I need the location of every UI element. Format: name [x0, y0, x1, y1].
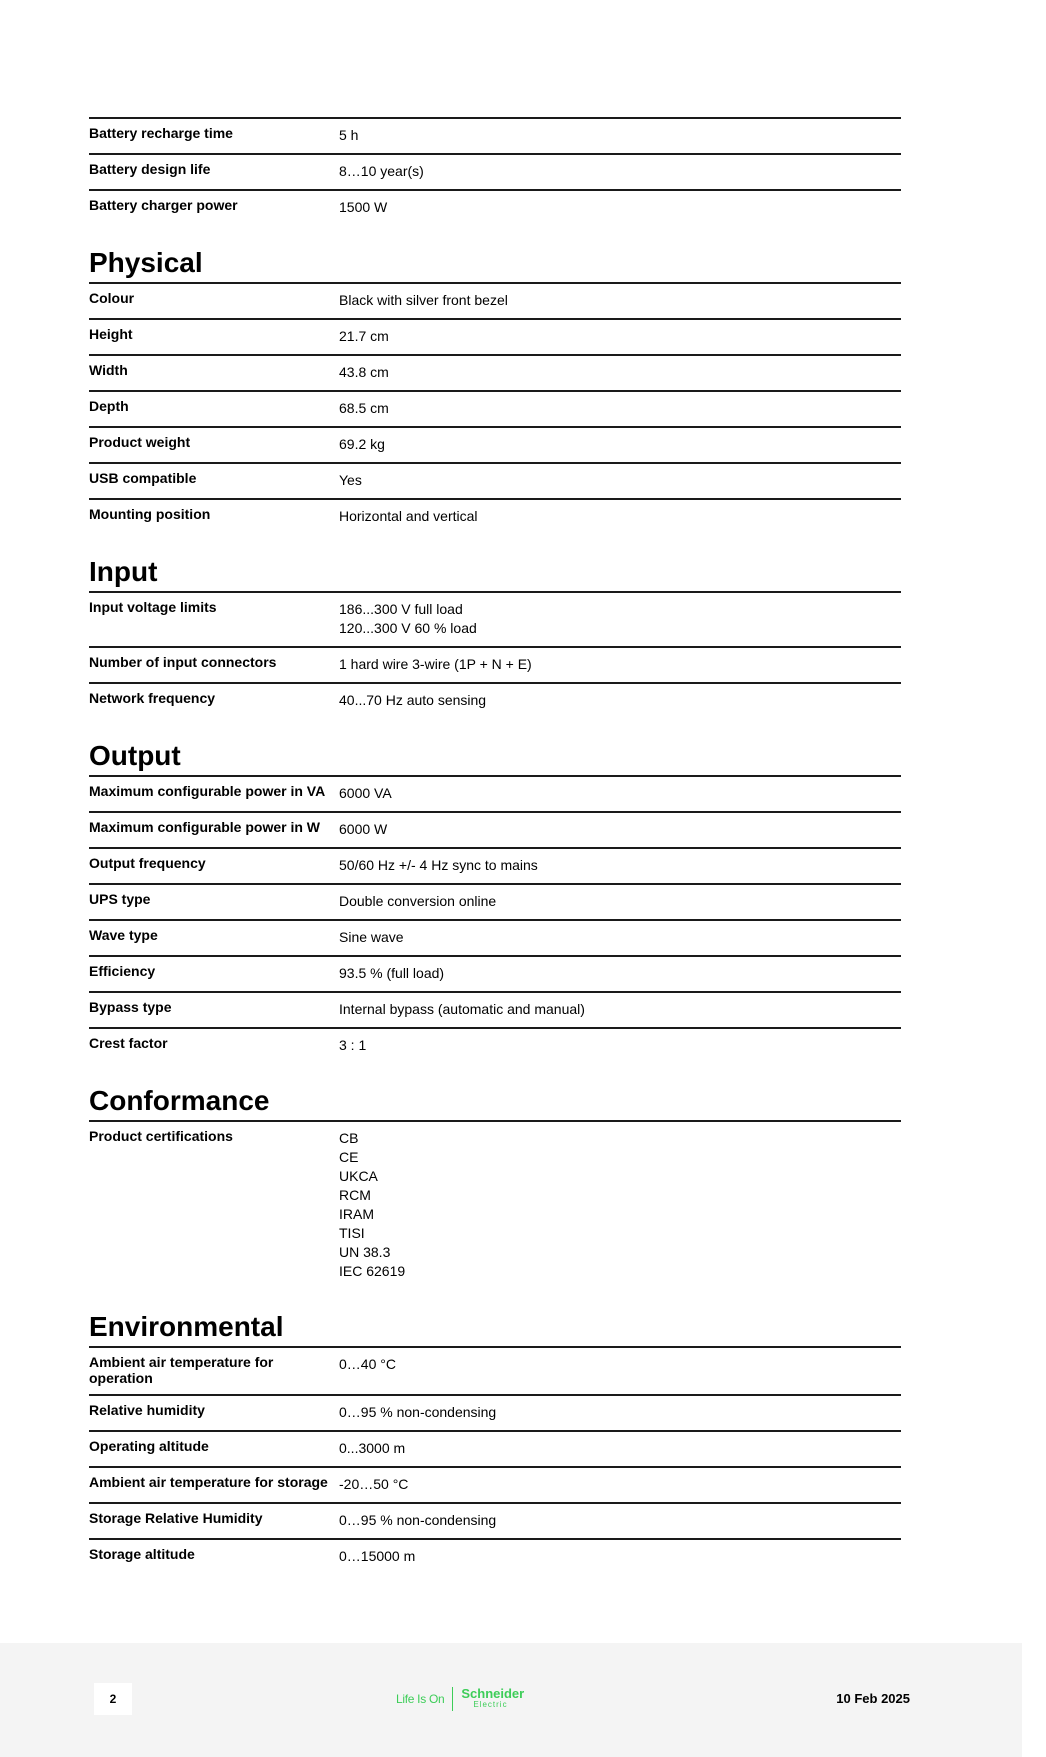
spec-value: Sine wave: [339, 929, 404, 945]
spec-label: Ambient air temperature for storage: [89, 1474, 328, 1490]
spec-label: Height: [89, 326, 133, 342]
spec-label: Ambient air temperature for operation: [89, 1354, 274, 1386]
spec-value: 0…15000 m: [339, 1548, 416, 1564]
spec-row: [89, 775, 901, 811]
spec-value: 5 h: [339, 127, 359, 143]
spec-value: [339, 1128, 405, 1281]
spec-row: [89, 390, 901, 426]
spec-row: [89, 1538, 901, 1574]
spec-row: [89, 498, 901, 534]
spec-value-line: RCM: [339, 1187, 371, 1203]
spec-label: Product certifications: [89, 1128, 233, 1144]
spec-label: Maximum configurable power in VA: [89, 783, 326, 799]
page-footer: [0, 1643, 1022, 1757]
spec-value-line: UKCA: [339, 1168, 378, 1184]
conformance-section: [89, 1083, 901, 1289]
spec-label: Width: [89, 362, 128, 378]
spec-value: Double conversion online: [339, 893, 497, 909]
spec-row: [89, 117, 901, 153]
spec-value: 0…95 % non-condensing: [339, 1404, 497, 1420]
spec-value: 1 hard wire 3-wire (1P + N + E): [339, 656, 532, 672]
spec-row: [89, 919, 901, 955]
physical-section: [89, 245, 901, 534]
spec-value-line: IRAM: [339, 1206, 374, 1222]
spec-label: Mounting position: [89, 506, 211, 522]
schneider-logo-icon: [461, 1688, 524, 1710]
spec-row: [89, 1120, 901, 1289]
spec-label: Depth: [89, 398, 129, 414]
spec-row: [89, 318, 901, 354]
spec-value: -20…50 °C: [339, 1476, 409, 1492]
spec-value: Yes: [339, 472, 362, 488]
spec-row: [89, 354, 901, 390]
spec-label: Relative humidity: [89, 1402, 205, 1418]
spec-label: Operating altitude: [89, 1438, 209, 1454]
spec-value: 40...70 Hz auto sensing: [339, 692, 487, 708]
spec-value-line: TISI: [339, 1225, 365, 1241]
spec-row: [89, 1346, 901, 1394]
spec-label: Battery design life: [89, 161, 211, 177]
spec-value-line: UN 38.3: [339, 1244, 391, 1260]
spec-row: [89, 646, 901, 682]
section-title-output: Output: [89, 740, 181, 771]
spec-label: Number of input connectors: [89, 654, 277, 670]
spec-label: Output frequency: [89, 855, 206, 871]
spec-row: [89, 282, 901, 318]
spec-value: 8…10 year(s): [339, 163, 424, 179]
spec-label: USB compatible: [89, 470, 197, 486]
spec-sheet: [89, 117, 901, 1574]
spec-label: Storage altitude: [89, 1546, 195, 1562]
section-title-environmental: Environmental: [89, 1311, 284, 1342]
spec-value: 0…95 % non-condensing: [339, 1512, 497, 1528]
spec-row: [89, 991, 901, 1027]
spec-value-line: 120...300 V 60 % load: [339, 620, 477, 636]
input-section: [89, 554, 901, 718]
spec-label: Crest factor: [89, 1035, 168, 1051]
brand-name: Schneider: [461, 1686, 525, 1701]
spec-label: Product weight: [89, 434, 191, 450]
spec-label: Network frequency: [89, 690, 216, 706]
battery-section: [89, 117, 901, 225]
environmental-section: [89, 1309, 901, 1574]
spec-row: [89, 1466, 901, 1502]
spec-value: 6000 VA: [339, 785, 392, 801]
spec-value: 0…40 °C: [339, 1356, 396, 1372]
spec-label: Bypass type: [89, 999, 172, 1015]
spec-label: Battery recharge time: [89, 125, 233, 141]
spec-row: [89, 847, 901, 883]
spec-value: 0...3000 m: [339, 1440, 406, 1456]
spec-row: [89, 955, 901, 991]
spec-value: [339, 599, 477, 638]
document-date: 10 Feb 2025: [836, 1691, 910, 1706]
spec-value: 1500 W: [339, 199, 388, 215]
spec-value: 50/60 Hz +/- 4 Hz sync to mains: [339, 857, 538, 873]
tagline: Life Is On: [396, 1692, 445, 1706]
brand-divider: [452, 1687, 453, 1711]
spec-label: UPS type: [89, 891, 151, 907]
spec-row: [89, 811, 901, 847]
output-section: [89, 738, 901, 1063]
spec-value: Horizontal and vertical: [339, 508, 478, 524]
spec-row: [89, 189, 901, 225]
spec-row: [89, 1027, 901, 1063]
spec-row: [89, 1394, 901, 1430]
section-title-conformance: Conformance: [89, 1085, 270, 1116]
spec-value: 21.7 cm: [339, 328, 389, 344]
spec-label: Battery charger power: [89, 197, 238, 213]
spec-value: 43.8 cm: [339, 364, 389, 380]
spec-row: [89, 883, 901, 919]
brand-subname: Electric: [473, 1700, 508, 1709]
spec-row: [89, 682, 901, 718]
spec-row: [89, 1502, 901, 1538]
spec-row: [89, 462, 901, 498]
spec-value: 69.2 kg: [339, 436, 385, 452]
section-title-physical: Physical: [89, 247, 203, 278]
spec-label: Input voltage limits: [89, 599, 217, 615]
spec-label: Efficiency: [89, 963, 156, 979]
page-number: 2: [94, 1683, 132, 1715]
spec-label: Wave type: [89, 927, 158, 943]
spec-value: 68.5 cm: [339, 400, 389, 416]
spec-value-line: 186...300 V full load: [339, 601, 463, 617]
spec-value-line: IEC 62619: [339, 1263, 406, 1279]
spec-row: [89, 153, 901, 189]
spec-label: Maximum configurable power in W: [89, 819, 321, 835]
spec-row: [89, 1430, 901, 1466]
spec-label: Colour: [89, 290, 135, 306]
spec-label: Storage Relative Humidity: [89, 1510, 263, 1526]
spec-value-line: CE: [339, 1149, 359, 1165]
spec-value: Black with silver front bezel: [339, 292, 508, 308]
spec-value-line: CB: [339, 1130, 359, 1146]
section-title-input: Input: [89, 556, 158, 587]
brand-logo: [396, 1685, 524, 1713]
spec-row: [89, 591, 901, 646]
spec-value: 3 : 1: [339, 1037, 367, 1053]
spec-row: [89, 426, 901, 462]
spec-value: 93.5 % (full load): [339, 965, 445, 981]
spec-value: Internal bypass (automatic and manual): [339, 1001, 585, 1017]
spec-value: 6000 W: [339, 821, 388, 837]
